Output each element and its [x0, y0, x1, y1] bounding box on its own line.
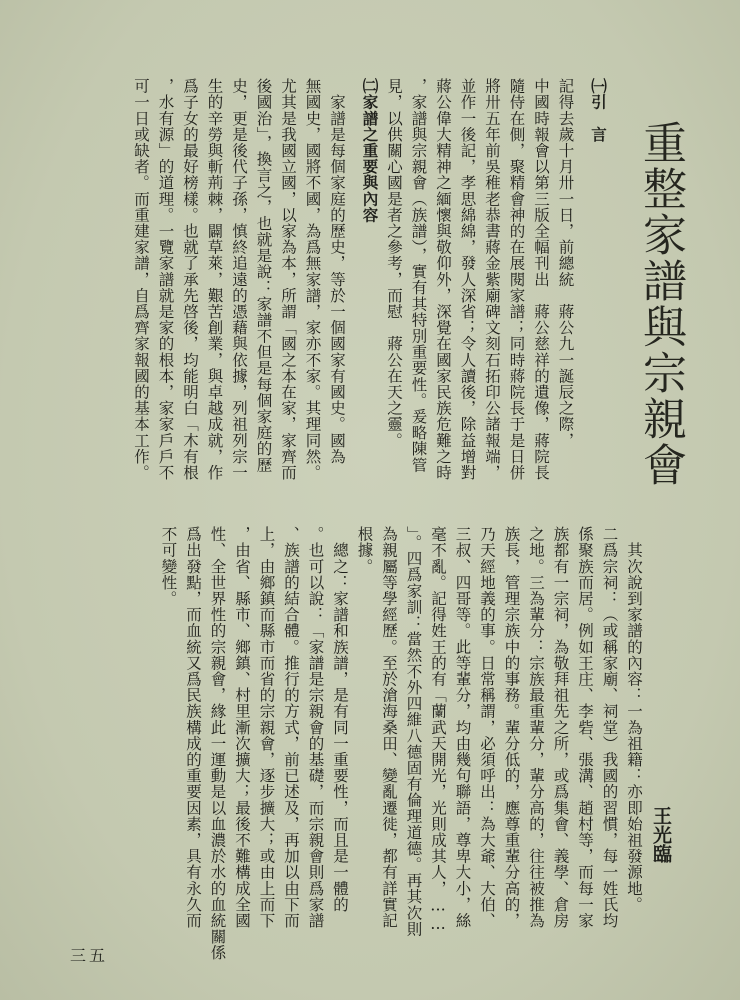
text-line: 族長，管理宗族中的事務。輩分低的，應尊重輩分高的， — [502, 526, 521, 929]
text-line: 蔣公偉大精神之緬懷與敬仰外，深覺在國家民族危難之時 — [434, 78, 452, 481]
text-line: 」。四爲家訓：當然不外四維八德固有倫理道德。再其次則 — [404, 526, 423, 937]
upper-text-block — [129, 78, 611, 508]
text-line: 無國史，國將不國，為爲無家譜，家亦不家。其理同然。 — [303, 78, 322, 481]
text-line: 家譜是每個家庭的歷史，等於一個國家有國史。國為 — [328, 78, 346, 465]
text-line: 乃天經地義的事。日常稱謂，必須呼出：為大爺、大伯、 — [478, 526, 496, 929]
text-line: 係聚族而居。例如王庄、李砦、張溝、趙村等，而每一家 — [576, 526, 594, 929]
author-name: 王光臨 — [650, 806, 672, 863]
text-line: 三叔、四哥等。此等輩分，均由幾句聯語，尊卑大小，絲 — [453, 526, 472, 929]
text-line: 毫不亂。記得姓王的有「蘭武天開光，光則成其人，…… — [429, 526, 447, 934]
text-line: 見，以供關心國是者之參考，而慰 蔣公在天之靈。 — [385, 78, 403, 449]
text-line: 二爲宗祠：（或稱家廟、祠堂）我國的習慣，每一姓氏均 — [600, 526, 619, 929]
lower-text-block — [156, 526, 646, 961]
text-line: 生的辛勞與斬荊棘，闢草萊，艱苦創業，與卓越成就，作 — [205, 78, 224, 481]
page-number: 三五 — [70, 946, 109, 965]
text-line: 並作一後記，孝思綿綿，發人深省；令人讀後，除益增對 — [458, 78, 477, 481]
text-line: 其次說到家譜的內容：一為祖籍：亦即始祖發源地。 — [625, 526, 643, 913]
text-line: 後國治」，換言之，也就是說：家譜不但是每個家庭的歷 — [254, 78, 273, 473]
text-line: ，由省、縣市、鄉鎮、村里漸次擴大；最後不難構成全國 — [233, 526, 251, 929]
text-line: 隨侍在側，聚精會神的在展閱家譜；同時蔣院長于是日併 — [507, 78, 526, 481]
text-line: 記得去歲十月卅一日，前總統 蔣公九一誕辰之際， — [556, 78, 575, 449]
text-line: 總之：家譜和族譜，是有同一重要性，而且是一體的 — [331, 526, 349, 913]
text-line: 為親屬等學經歷。至於滄海桑田、變亂遷徙，都有詳實記 — [380, 526, 398, 929]
text-line: 上，由鄉鎮而縣市而省的宗親會，逐步擴大；或由上而下 — [257, 526, 276, 929]
text-line: 之地。三為輩分：宗族最重輩分，輩分高的，往往被推為 — [527, 526, 545, 929]
text-line: 族都有一宗祠，為敬拜祖先之所，或爲集會、義學、倉房 — [551, 526, 570, 929]
text-line: 根據。 — [355, 526, 374, 575]
text-line: 爲出發點，而血統又爲民族構成的重要因素，具有永久而 — [184, 526, 202, 929]
text-line: 、族譜的結合體。推行的方式，前已述及，再加以由下而 — [282, 526, 300, 929]
text-line: ，水有源」的道理。一覽家譜就是家的根本，家家戶戶不 — [156, 78, 175, 481]
text-line: ，家譜與宗親會（族譜），實有其特別重要性。爰略陳管 — [409, 78, 428, 473]
text-line: 可一日或缺者。而重建家譜，自爲齊家報國的基本工作。 — [132, 78, 150, 481]
text-line: 不可變性。 — [159, 526, 178, 607]
text-line: 史，更是後代子孫，慎終追遠的憑藉與依據，列祖列宗一 — [230, 78, 248, 481]
section-heading: ㈠引 言 — [589, 78, 608, 143]
text-line: 尤其是我國立國，以家為本，所謂「國之本在家，家齊而 — [279, 78, 297, 481]
text-line: 。也可以說：「家譜是宗親會的基礎，而宗親會則爲家譜 — [306, 526, 325, 929]
text-line: 將卅五年前吳稚老恭書蔣金紫廟碑文刻石拓印公諸報端， — [483, 78, 501, 481]
text-line: 爲子女的最好榜樣。也就了承先啓後，均能明白「木有根 — [181, 78, 199, 481]
text-line: 中國時報會以第三版全幅刊出 蔣公慈祥的遺像，蔣院長 — [532, 78, 550, 481]
article-title: 重整家譜與宗親會 — [635, 120, 686, 488]
section-heading: ㈡家譜之重要與內容 — [360, 78, 380, 223]
text-line: 性、全世界性的宗親會，緣此一運動是以血濃於水的血統關係 — [208, 526, 227, 961]
